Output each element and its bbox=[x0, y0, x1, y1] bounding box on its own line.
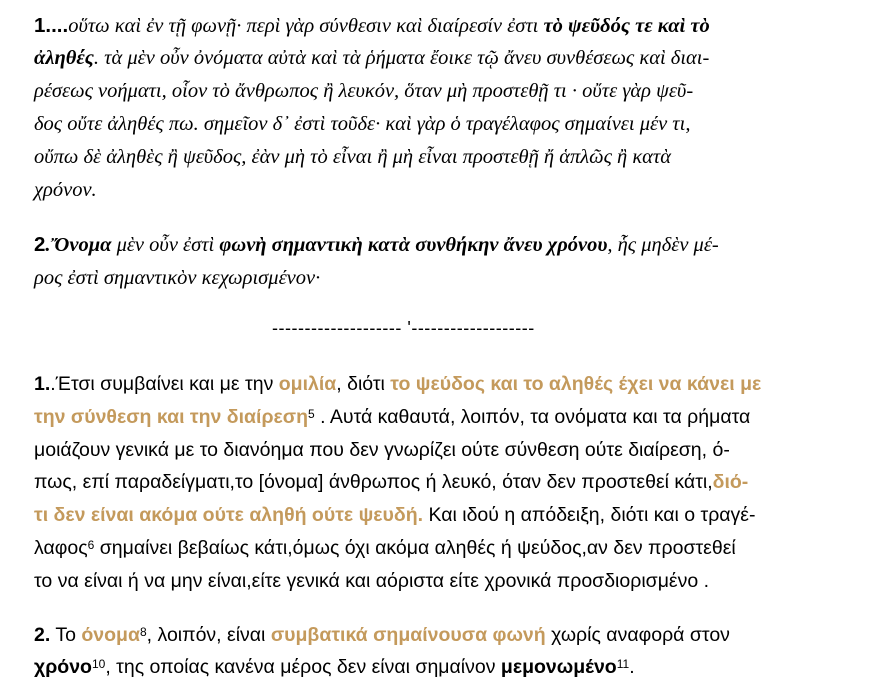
modern-p1-line1 bbox=[34, 368, 761, 400]
greek-p2-text-b: , ἧς μηδὲν μέ- bbox=[607, 234, 719, 256]
modern-p1-line3: μοιάζουν γενικά με το διανόημα που δεν γνωρίζει ούτε σύνθεση ούτε διαίρεση, ό- bbox=[34, 439, 730, 461]
modern-p2-line2-end: . bbox=[629, 656, 635, 678]
greek-p2-text-a: μὲν οὖν ἐστὶ bbox=[111, 234, 220, 256]
modern-p1-number: 1. bbox=[34, 373, 51, 395]
modern-p1-line5-text: Και ιδού η απόδειξη, διότι και ο τραγέ- bbox=[423, 504, 756, 526]
footnote-ref-11[interactable]: 11 bbox=[616, 657, 630, 671]
modern-p2-line1-text-b: , λοιπόν, είναι bbox=[146, 624, 271, 646]
greek-p1-line2 bbox=[34, 42, 709, 74]
greek-p1-line1-bold: τὸ ψεῦδός τε καὶ τὸ bbox=[543, 15, 710, 37]
modern-p1-line6 bbox=[34, 532, 736, 564]
highlight-pseudos: το ψεύδος και το αληθές έχει να κάνει με bbox=[390, 373, 762, 395]
modern-p1-line4 bbox=[34, 466, 748, 498]
highlight-dioti: διό- bbox=[712, 471, 749, 493]
modern-p2-line1-text-a: Το bbox=[50, 624, 82, 646]
footnote-ref-10[interactable]: 10 bbox=[91, 657, 106, 671]
greek-p1-number: 1.... bbox=[34, 14, 69, 37]
greek-p1-line6: χρόνον. bbox=[34, 179, 97, 201]
modern-p1-line2-text: . Αυτά καθαυτά, λοιπόν, τα ονόματα και τα ρήματα bbox=[314, 406, 751, 428]
greek-p1-line4: δος οὔτε ἀληθές πω. σημεῖον δ᾽ ἐστὶ τοῦδε· καὶ γὰρ ὁ τραγέλαφος σημαίνει μέν τι, bbox=[34, 113, 691, 135]
modern-p1-line7: το να είναι ή να μην είναι,είτε γενικά και αόριστα είτε χρονικά προσδιορισμένο . bbox=[34, 570, 710, 592]
bold-xrono: χρόνο bbox=[34, 656, 92, 678]
modern-p2-number: 2. bbox=[34, 624, 51, 646]
modern-p1-line2 bbox=[34, 401, 750, 433]
highlight-fwni: συμβατικά σημαίνουσα φωνή bbox=[270, 624, 546, 646]
modern-p2-line1-text-c: χωρίς αναφορά στον bbox=[545, 624, 730, 646]
modern-p1-line1-text-b: , διότι bbox=[336, 373, 391, 395]
modern-p2-line2-text: , της οποίας κανένα μέρος δεν είναι σημαίνον bbox=[105, 656, 501, 678]
greek-p1-line1 bbox=[34, 10, 710, 42]
modern-p2-line1 bbox=[34, 619, 730, 651]
greek-p2-definition: φωνὴ σημαντικὴ κατὰ συνθήκην ἄνευ χρόνου bbox=[219, 234, 608, 256]
footnote-ref-5[interactable]: 5 bbox=[308, 407, 315, 421]
greek-p1-line5: οὔπω δὲ ἀληθὲς ἢ ψεῦδος, ἐὰν μὴ τὸ εἶναι ἢ μὴ εἶναι προστεθῇ ἤ ἁπλῶς ἢ κατὰ bbox=[34, 146, 672, 168]
modern-p1-line5 bbox=[34, 499, 756, 531]
footnote-ref-6[interactable]: 6 bbox=[87, 538, 95, 552]
modern-p2-line2 bbox=[34, 651, 635, 683]
greek-p2-line2: ρος ἐστὶ σημαντικὸν κεχωρισμένον· bbox=[34, 267, 321, 289]
greek-p1-line2-text: . τὰ μὲν οὖν ὀνόματα αὐτὰ καὶ τὰ ῥήματα ἔοικε τῷ ἄνευ συνθέσεως καὶ διαι- bbox=[93, 47, 710, 69]
modern-p1-line1-text: .Έτσι συμβαίνει και με την bbox=[50, 373, 279, 395]
greek-p1-line2-bold: ἀληθές bbox=[34, 47, 94, 69]
modern-p1-line4-text: πως, επί παραδείγματι,το [όνομα] άνθρωπος ή λευκό, όταν δεν προστεθεί κάτι, bbox=[34, 471, 713, 493]
modern-p1-line6-text-b: σημαίνει βεβαίως κάτι,όμως όχι ακόμα αληθές ή ψεύδος,αν δεν προστεθεί bbox=[94, 537, 736, 559]
footnote-ref-8[interactable]: 8 bbox=[139, 625, 147, 639]
modern-p1-line6-text-a: λαφος bbox=[34, 537, 88, 559]
greek-p2-term: .Ὄνομα bbox=[45, 234, 112, 256]
bold-memonomeno: μεμονωμένο bbox=[500, 656, 617, 678]
highlight-oute-alithi: τι δεν είναι ακόμα ούτε αληθή ούτε ψευδή. bbox=[34, 504, 424, 526]
highlight-omilia: ομιλία bbox=[278, 373, 337, 395]
highlight-onoma: όνομα bbox=[81, 624, 140, 646]
highlight-synthesi: την σύνθεση και την διαίρεση bbox=[34, 406, 309, 428]
greek-p2-line1 bbox=[34, 229, 719, 261]
separator: -------------------- '------------------- bbox=[272, 318, 535, 338]
greek-p1-line1-text: οὕτω καὶ ἐν τῇ φωνῇ· περὶ γὰρ σύνθεσιν καὶ διαίρεσίν ἐστι bbox=[68, 15, 544, 37]
greek-p1-line3: ρέσεως νοήματι, οἷον τὸ ἄνθρωπος ἢ λευκόν, ὅταν μὴ προστεθῇ τι · οὔτε γὰρ ψεῦ- bbox=[34, 80, 694, 102]
greek-p2-number: 2 bbox=[34, 233, 46, 256]
